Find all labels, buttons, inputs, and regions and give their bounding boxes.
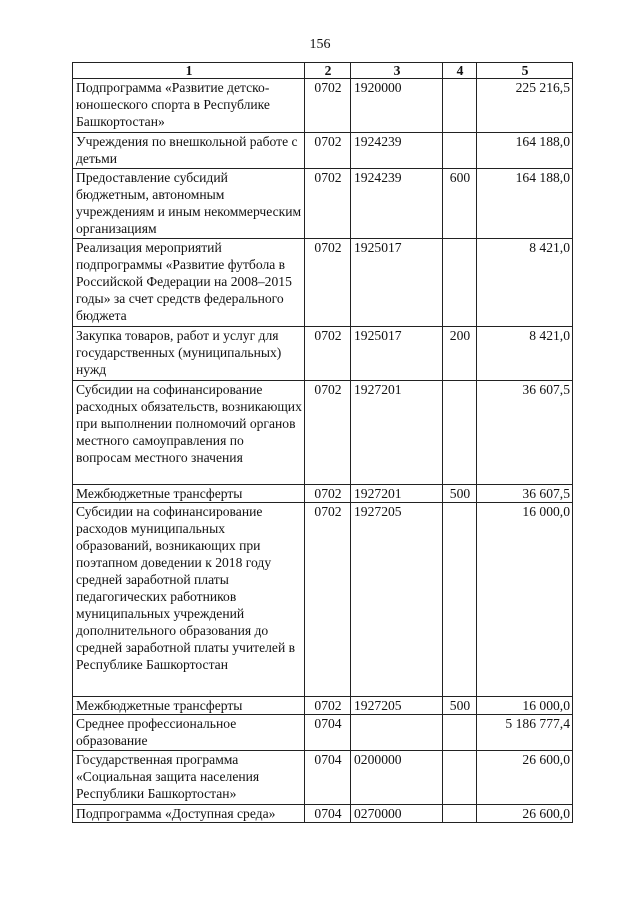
row-name: Подпрограмма «Развитие детско-юношеского спорта в Республике Башкортостан» (73, 79, 305, 133)
budget-table (72, 62, 573, 823)
row-amount: 5 186 777,4 (477, 715, 573, 751)
row-expense-type: 200 (443, 327, 477, 381)
row-expense-type (443, 79, 477, 133)
row-expense-type: 500 (443, 697, 477, 715)
row-amount: 8 421,0 (477, 327, 573, 381)
row-expense-type (443, 239, 477, 327)
row-section-code: 0704 (305, 715, 351, 751)
row-amount: 36 607,5 (477, 381, 573, 485)
row-name: Учреждения по внешкольной работе с детьми (73, 133, 305, 169)
table-row (73, 327, 573, 381)
row-expense-type (443, 133, 477, 169)
row-expense-type: 600 (443, 169, 477, 239)
row-target-code: 1927201 (351, 381, 443, 485)
row-target-code: 1925017 (351, 239, 443, 327)
row-section-code: 0702 (305, 79, 351, 133)
row-section-code: 0702 (305, 381, 351, 485)
row-name: Субсидии на софинансирование расходных обязательств, возникающих при выполнении полномочий органов местного самоуправления по вопросам местного значения (73, 381, 305, 485)
table-row (73, 169, 573, 239)
row-section-code: 0702 (305, 169, 351, 239)
row-amount: 26 600,0 (477, 751, 573, 805)
table-row (73, 697, 573, 715)
table-row (73, 79, 573, 133)
row-section-code: 0704 (305, 751, 351, 805)
row-target-code (351, 715, 443, 751)
row-amount: 225 216,5 (477, 79, 573, 133)
row-section-code: 0702 (305, 503, 351, 697)
row-target-code: 1927201 (351, 485, 443, 503)
row-expense-type (443, 751, 477, 805)
table-row (73, 715, 573, 751)
row-amount: 8 421,0 (477, 239, 573, 327)
header-col-5: 5 (477, 63, 573, 79)
table-row (73, 751, 573, 805)
table-header (73, 63, 573, 79)
row-section-code: 0702 (305, 485, 351, 503)
row-amount: 36 607,5 (477, 485, 573, 503)
row-name: Межбюджетные трансферты (73, 485, 305, 503)
row-name: Закупка товаров, работ и услуг для государственных (муниципальных) нужд (73, 327, 305, 381)
row-name: Межбюджетные трансферты (73, 697, 305, 715)
table-body (73, 79, 573, 823)
row-name: Предоставление субсидий бюджетным, автономным учреждениям и иным некоммерческим организациям (73, 169, 305, 239)
row-section-code: 0704 (305, 805, 351, 823)
row-amount: 26 600,0 (477, 805, 573, 823)
row-target-code: 1920000 (351, 79, 443, 133)
row-amount: 164 188,0 (477, 169, 573, 239)
row-name: Среднее профессиональное образование (73, 715, 305, 751)
table-row (73, 485, 573, 503)
row-section-code: 0702 (305, 239, 351, 327)
row-amount: 16 000,0 (477, 697, 573, 715)
table-row (73, 805, 573, 823)
row-target-code: 1924239 (351, 169, 443, 239)
row-name: Государственная программа «Социальная защита населения Республики Башкортостан» (73, 751, 305, 805)
row-target-code: 1927205 (351, 697, 443, 715)
row-expense-type (443, 503, 477, 697)
row-name: Подпрограмма «Доступная среда» (73, 805, 305, 823)
row-expense-type (443, 715, 477, 751)
row-target-code: 1925017 (351, 327, 443, 381)
row-expense-type (443, 381, 477, 485)
row-target-code: 0200000 (351, 751, 443, 805)
table-row (73, 503, 573, 697)
row-amount: 16 000,0 (477, 503, 573, 697)
row-name: Реализация мероприятий подпрограммы «Развитие футбола в Российской Федерации на 2008–2015 годы» за счет средств федерального бюджета (73, 239, 305, 327)
page-number: 156 (309, 37, 331, 52)
table-row (73, 381, 573, 485)
row-section-code: 0702 (305, 133, 351, 169)
row-name: Субсидии на софинансирование расходов муниципальных образований, возникающих при поэтапном доведении к 2018 году средней заработной платы педагогических работников муниципальных учреждений дополнительного образования до средней заработной платы учителей в Республике Башкортостан (73, 503, 305, 697)
row-section-code: 0702 (305, 327, 351, 381)
table-row (73, 133, 573, 169)
header-col-2: 2 (305, 63, 351, 79)
row-expense-type: 500 (443, 485, 477, 503)
row-section-code: 0702 (305, 697, 351, 715)
table-row (73, 239, 573, 327)
header-row (73, 63, 573, 79)
header-col-1: 1 (73, 63, 305, 79)
row-target-code: 0270000 (351, 805, 443, 823)
header-col-3: 3 (351, 63, 443, 79)
header-col-4: 4 (443, 63, 477, 79)
row-target-code: 1927205 (351, 503, 443, 697)
row-amount: 164 188,0 (477, 133, 573, 169)
row-target-code: 1924239 (351, 133, 443, 169)
row-expense-type (443, 805, 477, 823)
